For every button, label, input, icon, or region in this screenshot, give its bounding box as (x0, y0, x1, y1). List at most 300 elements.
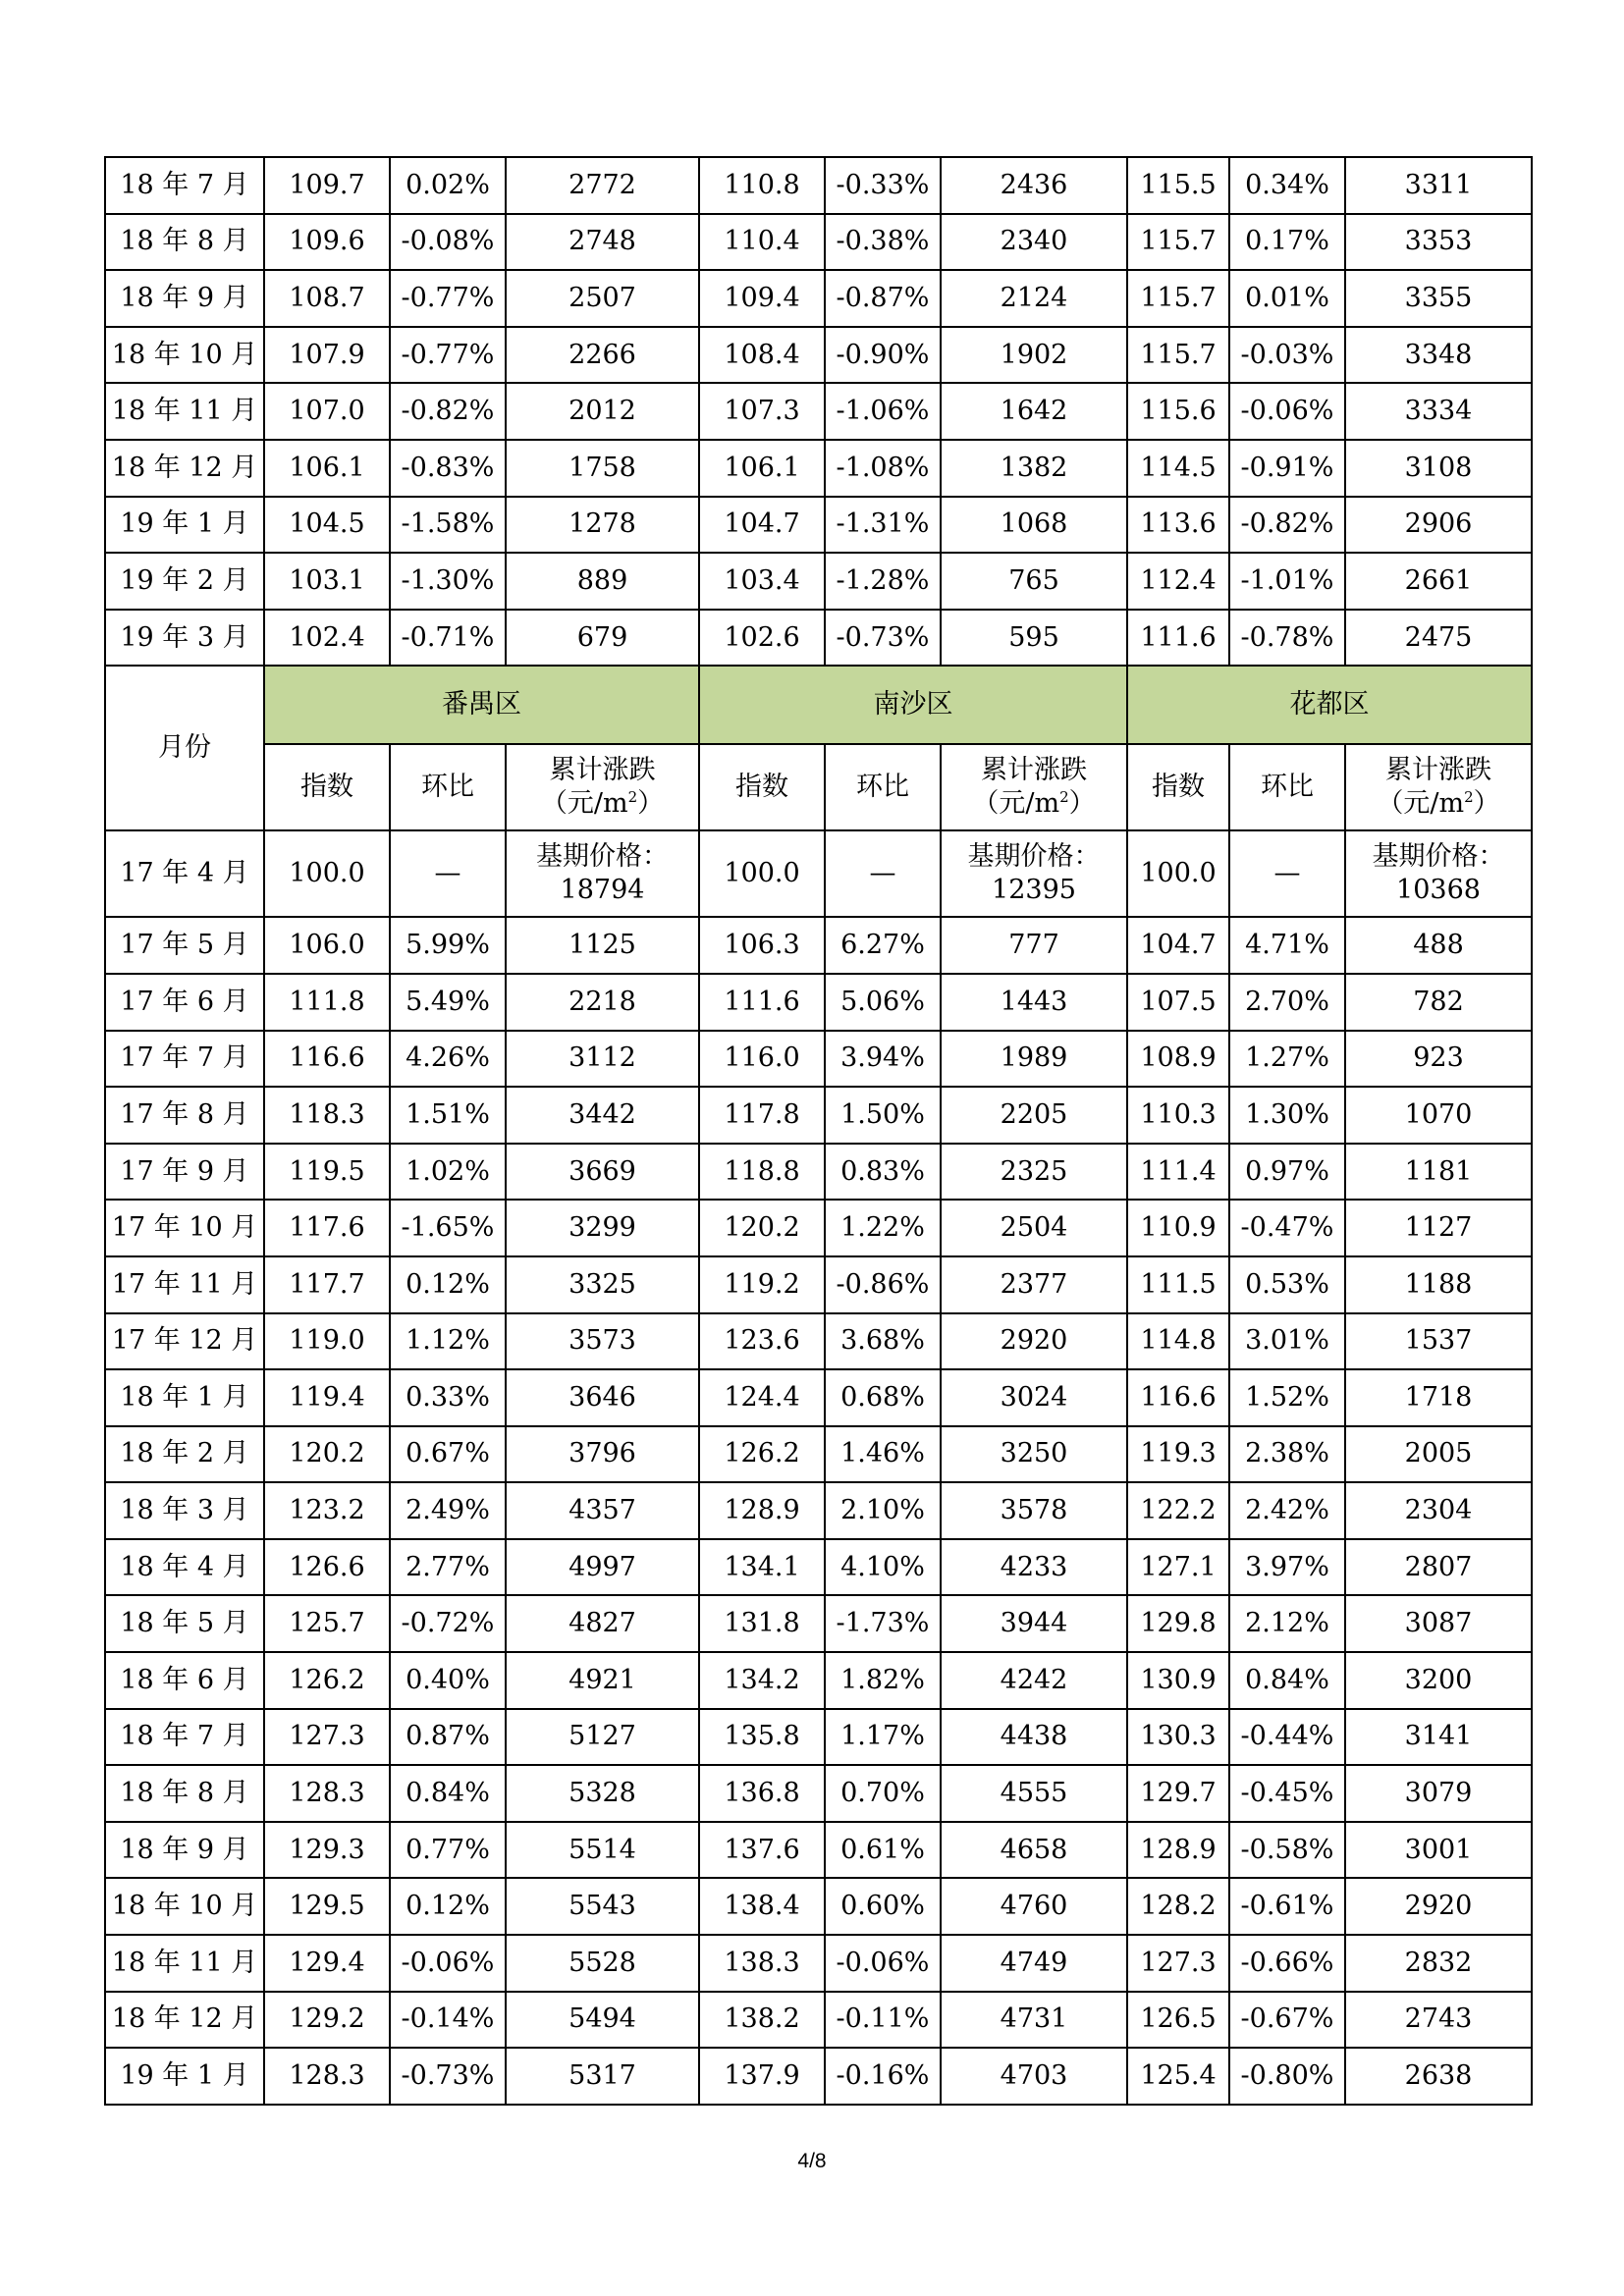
month-cell: 18 年 4 月 (105, 1539, 264, 1596)
data-cell: 110.3 (1127, 1087, 1229, 1144)
data-cell: 1125 (506, 917, 699, 974)
table-row (105, 1200, 1532, 1256)
data-cell: 138.2 (699, 1992, 825, 2049)
unit-superscript: 2 (627, 788, 638, 807)
data-cell: -0.06% (1229, 383, 1345, 440)
data-cell: 124.4 (699, 1369, 825, 1426)
data-cell: 3108 (1345, 440, 1532, 497)
cumulative-label: 累计涨跌 (549, 755, 656, 786)
data-cell: 2807 (1345, 1539, 1532, 1596)
data-cell: 4997 (506, 1539, 699, 1596)
data-cell: 3442 (506, 1087, 699, 1144)
data-cell: 3001 (1345, 1822, 1532, 1879)
data-cell: 103.1 (264, 553, 390, 610)
data-cell: 0.83% (825, 1144, 941, 1201)
data-cell: -0.86% (825, 1256, 941, 1313)
month-cell: 17 年 6 月 (105, 974, 264, 1031)
data-cell: 2205 (941, 1087, 1127, 1144)
data-cell: 4731 (941, 1992, 1127, 2049)
bottom-rows (105, 917, 1532, 2104)
data-cell: 488 (1345, 917, 1532, 974)
data-cell: 2377 (941, 1256, 1127, 1313)
data-cell: 2.70% (1229, 974, 1345, 1031)
table-row (105, 1595, 1532, 1652)
table-row (105, 1426, 1532, 1483)
data-cell: 3112 (506, 1031, 699, 1088)
month-cell: 18 年 11 月 (105, 383, 264, 440)
table-row (105, 610, 1532, 667)
data-cell: 110.8 (699, 157, 825, 214)
dash-cell: — (825, 830, 941, 917)
data-cell: 0.84% (1229, 1652, 1345, 1709)
data-cell: 2325 (941, 1144, 1127, 1201)
unit-superscript: 2 (1059, 788, 1069, 807)
table-row (105, 1822, 1532, 1879)
table-row (105, 1087, 1532, 1144)
data-cell: 1188 (1345, 1256, 1532, 1313)
data-cell: 2005 (1345, 1426, 1532, 1483)
data-cell: 2748 (506, 214, 699, 271)
month-cell: 18 年 12 月 (105, 440, 264, 497)
data-cell: 4242 (941, 1652, 1127, 1709)
data-cell: 1.46% (825, 1426, 941, 1483)
data-cell: 123.2 (264, 1482, 390, 1539)
cumulative-header (941, 744, 1127, 830)
unit-label (1346, 787, 1531, 821)
data-cell: 3024 (941, 1369, 1127, 1426)
data-cell: -0.73% (825, 610, 941, 667)
table-row (105, 1256, 1532, 1313)
data-cell: 5514 (506, 1822, 699, 1879)
data-cell: -1.01% (1229, 553, 1345, 610)
data-cell: 113.6 (1127, 497, 1229, 554)
data-cell: 2218 (506, 974, 699, 1031)
data-cell: 4760 (941, 1878, 1127, 1935)
data-cell: -0.90% (825, 327, 941, 384)
data-cell: 127.3 (264, 1709, 390, 1766)
data-cell: -1.30% (390, 553, 506, 610)
month-cell: 18 年 12 月 (105, 1992, 264, 2049)
data-cell: 2638 (1345, 2048, 1532, 2105)
data-cell: 104.7 (699, 497, 825, 554)
month-cell: 17 年 7 月 (105, 1031, 264, 1088)
data-cell: 130.9 (1127, 1652, 1229, 1709)
data-cell: -0.71% (390, 610, 506, 667)
data-cell: 127.3 (1127, 1935, 1229, 1992)
data-cell: -0.16% (825, 2048, 941, 2105)
data-cell: 117.8 (699, 1087, 825, 1144)
data-cell: -0.03% (1229, 327, 1345, 384)
data-cell: 923 (1345, 1031, 1532, 1088)
data-cell: 131.8 (699, 1595, 825, 1652)
data-cell: 4555 (941, 1765, 1127, 1822)
data-cell: 1382 (941, 440, 1127, 497)
data-cell: 135.8 (699, 1709, 825, 1766)
data-cell: 104.7 (1127, 917, 1229, 974)
data-cell: 4.10% (825, 1539, 941, 1596)
data-cell: 137.6 (699, 1822, 825, 1879)
index-header: 指数 (1127, 744, 1229, 830)
data-cell: -0.91% (1229, 440, 1345, 497)
cumulative-header (506, 744, 699, 830)
month-cell: 18 年 7 月 (105, 1709, 264, 1766)
month-cell: 18 年 7 月 (105, 157, 264, 214)
data-cell: -0.78% (1229, 610, 1345, 667)
data-cell: 130.3 (1127, 1709, 1229, 1766)
month-cell: 19 年 2 月 (105, 553, 264, 610)
unit-prefix: （元/m (972, 788, 1060, 820)
data-cell: 2475 (1345, 610, 1532, 667)
district-header-panyu: 番禺区 (264, 666, 699, 744)
data-cell: 0.97% (1229, 1144, 1345, 1201)
month-cell: 19 年 1 月 (105, 2048, 264, 2105)
data-cell: -0.38% (825, 214, 941, 271)
data-cell: 679 (506, 610, 699, 667)
data-cell: 106.3 (699, 917, 825, 974)
data-cell: 119.4 (264, 1369, 390, 1426)
data-cell: 0.70% (825, 1765, 941, 1822)
data-cell: -0.33% (825, 157, 941, 214)
data-cell: 120.2 (699, 1200, 825, 1256)
data-cell: 5528 (506, 1935, 699, 1992)
month-cell: 18 年 9 月 (105, 270, 264, 327)
table-row (105, 917, 1532, 974)
data-cell: 2.10% (825, 1482, 941, 1539)
data-cell: 102.6 (699, 610, 825, 667)
data-cell: 129.3 (264, 1822, 390, 1879)
data-cell: 108.4 (699, 327, 825, 384)
data-cell: 4233 (941, 1539, 1127, 1596)
data-cell: 109.4 (699, 270, 825, 327)
data-cell: -0.77% (390, 270, 506, 327)
data-cell: 765 (941, 553, 1127, 610)
table-row (105, 1652, 1532, 1709)
data-cell: 0.84% (390, 1765, 506, 1822)
data-cell: 0.01% (1229, 270, 1345, 327)
base-period-row (105, 830, 1532, 917)
data-cell: 3311 (1345, 157, 1532, 214)
data-cell: 107.9 (264, 327, 390, 384)
base-price-cell (941, 830, 1127, 917)
data-cell: 3578 (941, 1482, 1127, 1539)
unit-superscript: 2 (1464, 788, 1474, 807)
data-cell: -0.72% (390, 1595, 506, 1652)
table-row (105, 1313, 1532, 1370)
data-cell: 104.5 (264, 497, 390, 554)
data-cell: 117.6 (264, 1200, 390, 1256)
data-cell: 136.8 (699, 1765, 825, 1822)
data-cell: 2.77% (390, 1539, 506, 1596)
month-cell: 18 年 8 月 (105, 214, 264, 271)
data-cell: 119.2 (699, 1256, 825, 1313)
base-price-label: 基期价格： (967, 841, 1101, 873)
cumulative-label: 累计涨跌 (1385, 755, 1491, 786)
data-cell: -0.67% (1229, 1992, 1345, 2049)
data-cell: 3299 (506, 1200, 699, 1256)
data-cell: -0.47% (1229, 1200, 1345, 1256)
data-cell: 129.4 (264, 1935, 390, 1992)
data-cell: 111.6 (699, 974, 825, 1031)
mom-header: 环比 (825, 744, 941, 830)
data-cell: -0.80% (1229, 2048, 1345, 2105)
data-cell: 119.5 (264, 1144, 390, 1201)
month-cell: 18 年 5 月 (105, 1595, 264, 1652)
data-cell: 112.4 (1127, 553, 1229, 610)
data-cell: 106.1 (264, 440, 390, 497)
data-cell: 134.1 (699, 1539, 825, 1596)
data-cell: 0.12% (390, 1256, 506, 1313)
dash-cell: — (1229, 830, 1345, 917)
table-row (105, 553, 1532, 610)
month-cell: 18 年 10 月 (105, 1878, 264, 1935)
month-header: 月份 (105, 666, 264, 830)
table-row (105, 270, 1532, 327)
table-row (105, 1765, 1532, 1822)
base-price-cell (1345, 830, 1532, 917)
data-cell: 2906 (1345, 497, 1532, 554)
month-cell: 18 年 3 月 (105, 1482, 264, 1539)
data-cell: -0.14% (390, 1992, 506, 2049)
data-cell: 129.2 (264, 1992, 390, 2049)
data-cell: -0.45% (1229, 1765, 1345, 1822)
data-cell: 111.5 (1127, 1256, 1229, 1313)
table-row (105, 214, 1532, 271)
data-cell: 1.50% (825, 1087, 941, 1144)
table-row (105, 1539, 1532, 1596)
data-cell: 100.0 (264, 830, 390, 917)
data-cell: 128.3 (264, 1765, 390, 1822)
data-cell: 0.33% (390, 1369, 506, 1426)
data-cell: 5.06% (825, 974, 941, 1031)
month-cell: 19 年 1 月 (105, 497, 264, 554)
data-cell: 115.7 (1127, 214, 1229, 271)
data-cell: 2.12% (1229, 1595, 1345, 1652)
base-period-row-group (105, 830, 1532, 917)
data-cell: -0.08% (390, 214, 506, 271)
data-cell: 1537 (1345, 1313, 1532, 1370)
data-cell: 115.6 (1127, 383, 1229, 440)
data-cell: 116.0 (699, 1031, 825, 1088)
month-cell: 19 年 3 月 (105, 610, 264, 667)
data-cell: 4658 (941, 1822, 1127, 1879)
data-cell: 1068 (941, 497, 1127, 554)
table-row (105, 383, 1532, 440)
data-cell: 5328 (506, 1765, 699, 1822)
unit-suffix: ） (1068, 788, 1096, 820)
data-cell: 129.8 (1127, 1595, 1229, 1652)
data-cell: 2124 (941, 270, 1127, 327)
data-cell: 129.5 (264, 1878, 390, 1935)
data-cell: 137.9 (699, 2048, 825, 2105)
price-index-table (104, 156, 1533, 2106)
data-cell: 2340 (941, 214, 1127, 271)
data-cell: 3325 (506, 1256, 699, 1313)
data-cell: 4438 (941, 1709, 1127, 1766)
district-header-nansha: 南沙区 (699, 666, 1127, 744)
table-row (105, 440, 1532, 497)
table-row (105, 157, 1532, 214)
base-price-value: 10368 (1396, 875, 1481, 906)
month-cell: 18 年 1 月 (105, 1369, 264, 1426)
table-row (105, 2048, 1532, 2105)
data-cell: -0.11% (825, 1992, 941, 2049)
data-cell: 4.26% (390, 1031, 506, 1088)
data-cell: 2772 (506, 157, 699, 214)
cumulative-header (1345, 744, 1532, 830)
data-cell: 1127 (1345, 1200, 1532, 1256)
table-row (105, 1709, 1532, 1766)
data-cell: 6.27% (825, 917, 941, 974)
data-cell: 2743 (1345, 1992, 1532, 2049)
data-cell: 116.6 (1127, 1369, 1229, 1426)
month-cell: 17 年 4 月 (105, 830, 264, 917)
base-price-value: 12395 (992, 875, 1076, 906)
data-cell: 1642 (941, 383, 1127, 440)
data-cell: -0.58% (1229, 1822, 1345, 1879)
data-cell: -1.06% (825, 383, 941, 440)
unit-prefix: （元/m (540, 788, 628, 820)
data-cell: 3353 (1345, 214, 1532, 271)
data-cell: 2832 (1345, 1935, 1532, 1992)
data-cell: 1.22% (825, 1200, 941, 1256)
data-cell: -0.06% (390, 1935, 506, 1992)
data-cell: 889 (506, 553, 699, 610)
data-cell: 3250 (941, 1426, 1127, 1483)
table-row (105, 1992, 1532, 2049)
data-cell: 118.8 (699, 1144, 825, 1201)
data-cell: 0.17% (1229, 214, 1345, 271)
data-cell: 2920 (1345, 1878, 1532, 1935)
data-cell: -0.82% (390, 383, 506, 440)
base-price-cell (506, 830, 699, 917)
data-cell: 109.6 (264, 214, 390, 271)
data-cell: 3669 (506, 1144, 699, 1201)
data-cell: 111.4 (1127, 1144, 1229, 1201)
data-cell: 114.5 (1127, 440, 1229, 497)
data-cell: 5494 (506, 1992, 699, 2049)
data-cell: -0.87% (825, 270, 941, 327)
data-cell: 126.2 (699, 1426, 825, 1483)
data-cell: 5127 (506, 1709, 699, 1766)
top-rows (105, 157, 1532, 666)
district-header-row (105, 666, 1532, 744)
data-cell: 107.5 (1127, 974, 1229, 1031)
data-cell: 122.2 (1127, 1482, 1229, 1539)
data-cell: 3573 (506, 1313, 699, 1370)
data-cell: 2507 (506, 270, 699, 327)
data-cell: 100.0 (699, 830, 825, 917)
data-cell: 1758 (506, 440, 699, 497)
data-cell: 125.7 (264, 1595, 390, 1652)
data-cell: 3944 (941, 1595, 1127, 1652)
data-cell: 106.0 (264, 917, 390, 974)
table-row (105, 1144, 1532, 1201)
month-cell: 17 年 12 月 (105, 1313, 264, 1370)
data-cell: 0.68% (825, 1369, 941, 1426)
data-cell: 114.8 (1127, 1313, 1229, 1370)
data-cell: 1181 (1345, 1144, 1532, 1201)
data-cell: 2436 (941, 157, 1127, 214)
table-row (105, 1031, 1532, 1088)
index-header: 指数 (264, 744, 390, 830)
data-cell: 107.3 (699, 383, 825, 440)
data-cell: 2012 (506, 383, 699, 440)
table-row (105, 1482, 1532, 1539)
data-cell: 777 (941, 917, 1127, 974)
data-cell: 109.7 (264, 157, 390, 214)
data-cell: 2304 (1345, 1482, 1532, 1539)
data-cell: 3796 (506, 1426, 699, 1483)
data-cell: 0.87% (390, 1709, 506, 1766)
data-cell: 115.7 (1127, 270, 1229, 327)
data-cell: -0.44% (1229, 1709, 1345, 1766)
data-cell: 115.5 (1127, 157, 1229, 214)
month-cell: 18 年 10 月 (105, 327, 264, 384)
data-cell: 119.0 (264, 1313, 390, 1370)
data-cell: 0.53% (1229, 1256, 1345, 1313)
cumulative-label: 累计涨跌 (981, 755, 1087, 786)
page-number: 4/8 (797, 2150, 827, 2172)
month-cell: 18 年 6 月 (105, 1652, 264, 1709)
data-cell: 126.6 (264, 1539, 390, 1596)
data-cell: 3.68% (825, 1313, 941, 1370)
data-cell: 5.49% (390, 974, 506, 1031)
table-row (105, 1878, 1532, 1935)
data-cell: 102.4 (264, 610, 390, 667)
data-cell: -0.06% (825, 1935, 941, 1992)
data-cell: 1070 (1345, 1087, 1532, 1144)
data-cell: 129.7 (1127, 1765, 1229, 1822)
data-cell: 127.1 (1127, 1539, 1229, 1596)
data-cell: 115.7 (1127, 327, 1229, 384)
data-cell: 3141 (1345, 1709, 1532, 1766)
data-cell: 3087 (1345, 1595, 1532, 1652)
data-cell: 4.71% (1229, 917, 1345, 974)
data-cell: 0.12% (390, 1878, 506, 1935)
data-cell: 3348 (1345, 327, 1532, 384)
data-cell: 100.0 (1127, 830, 1229, 917)
data-cell: 138.4 (699, 1878, 825, 1935)
data-cell: 106.1 (699, 440, 825, 497)
data-cell: 0.60% (825, 1878, 941, 1935)
data-cell: 3.97% (1229, 1539, 1345, 1596)
data-cell: 3334 (1345, 383, 1532, 440)
data-cell: -1.31% (825, 497, 941, 554)
data-cell: 1.17% (825, 1709, 941, 1766)
data-cell: 0.77% (390, 1822, 506, 1879)
data-cell: 4749 (941, 1935, 1127, 1992)
unit-label (942, 787, 1126, 821)
data-cell: 4703 (941, 2048, 1127, 2105)
data-cell: 117.7 (264, 1256, 390, 1313)
index-header: 指数 (699, 744, 825, 830)
data-cell: 118.3 (264, 1087, 390, 1144)
data-cell: 595 (941, 610, 1127, 667)
data-cell: -1.73% (825, 1595, 941, 1652)
data-cell: 1.12% (390, 1313, 506, 1370)
table-row (105, 497, 1532, 554)
month-cell: 17 年 8 月 (105, 1087, 264, 1144)
data-cell: -1.58% (390, 497, 506, 554)
data-cell: 134.2 (699, 1652, 825, 1709)
data-cell: 1.30% (1229, 1087, 1345, 1144)
unit-suffix: ） (1473, 788, 1500, 820)
month-cell: 17 年 5 月 (105, 917, 264, 974)
data-cell: 1278 (506, 497, 699, 554)
data-cell: 110.9 (1127, 1200, 1229, 1256)
data-cell: 125.4 (1127, 2048, 1229, 2105)
data-cell: 1989 (941, 1031, 1127, 1088)
